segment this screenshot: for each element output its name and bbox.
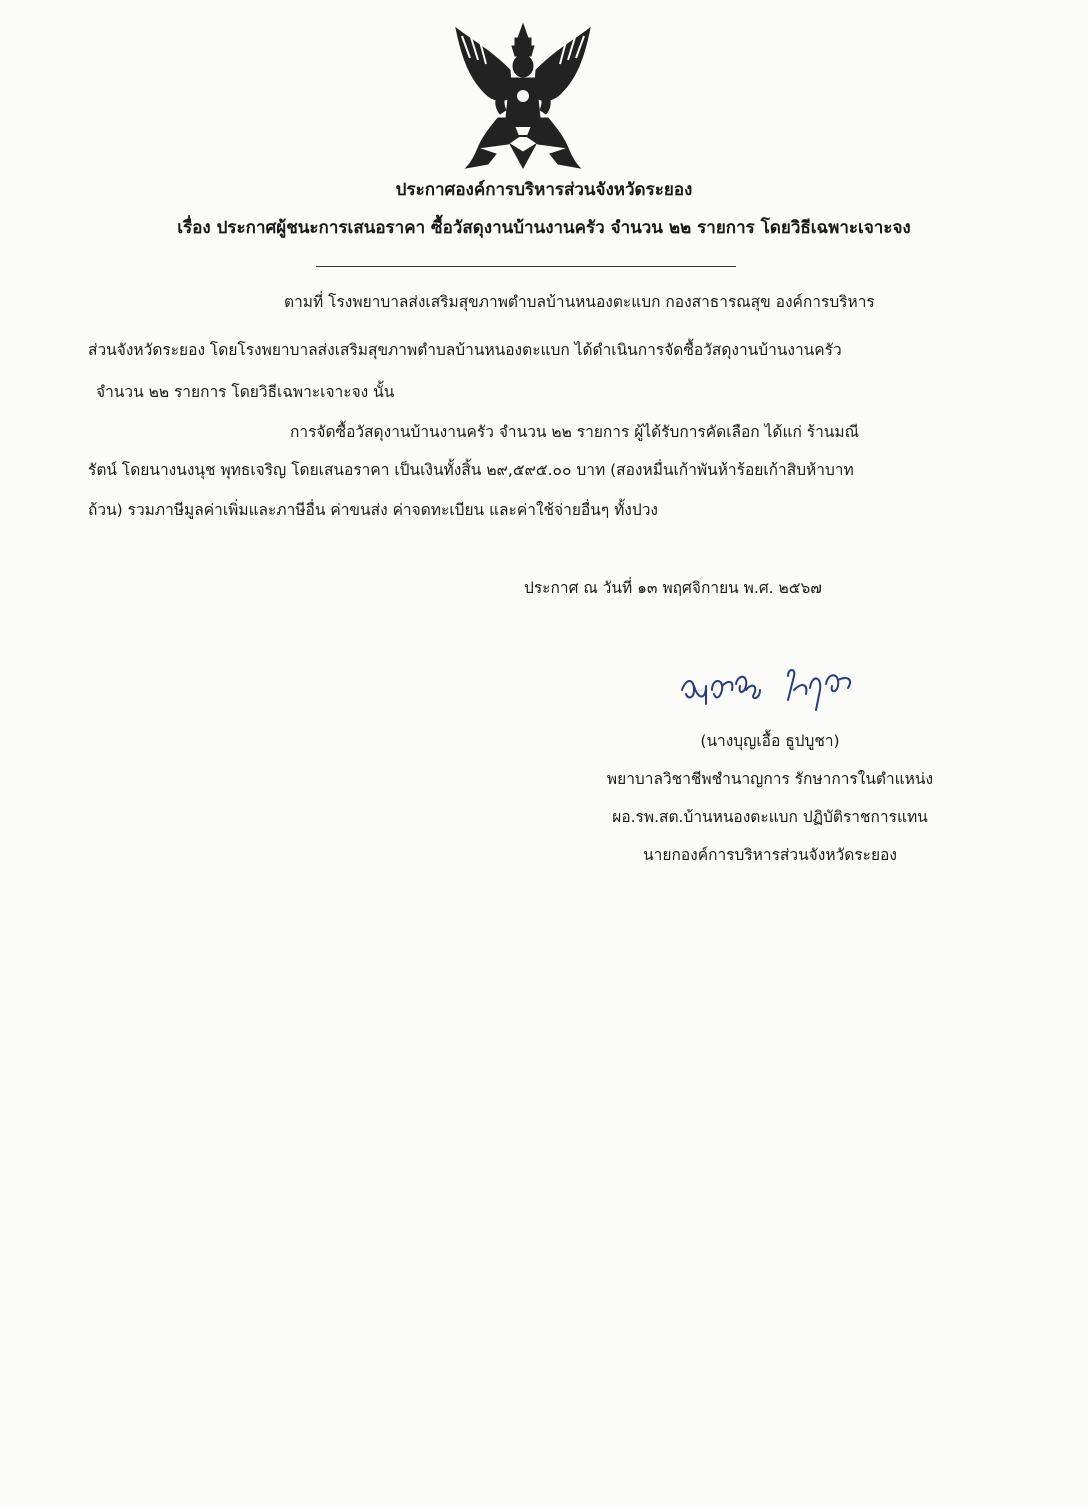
- paragraph-2-line-2: รัตน์ โดยนางนงนุช พุทธเจริญ โดยเสนอราคา เป็นเงินทั้งสิ้น ๒๙,๕๙๕.๐๐ บาท (สองหมื่นเก้าพันห้าร้อยเก้าสิบห้าบาท: [88, 461, 854, 479]
- paragraph-2-line-3: ถ้วน) รวมภาษีมูลค่าเพิ่มและภาษีอื่น ค่าขนส่ง ค่าจดทะเบียน และค่าใช้จ่ายอื่นๆ ทั้งปวง: [88, 501, 658, 519]
- signer-position-2: ผอ.รพ.สต.บ้านหนองตะแบก ปฏิบัติราชการแทน: [612, 808, 928, 826]
- garuda-emblem-icon: [448, 18, 598, 178]
- paragraph-2-line-1: การจัดซื้อวัสดุงานบ้านงานครัว จำนวน ๒๒ รายการ ผู้ได้รับการคัดเลือก ได้แก่ ร้านมณี: [290, 423, 859, 441]
- announce-date: ประกาศ ณ วันที่ ๑๓ พฤศจิกายน พ.ศ. ๒๕๖๗: [524, 579, 822, 597]
- header-divider: [316, 266, 736, 267]
- subject-heading: เรื่อง ประกาศผู้ชนะการเสนอราคา ซื้อวัสดุงานบ้านงานครัว จำนวน ๒๒ รายการ โดยวิธีเฉพาะเจาะจง: [177, 218, 911, 238]
- signer-position-1: พยาบาลวิชาชีพชำนาญการ รักษาการในตำแหน่ง: [606, 770, 934, 788]
- signer-position-3: นายกองค์การบริหารส่วนจังหวัดระยอง: [643, 846, 897, 864]
- paragraph-1-line-1: ตามที่ โรงพยาบาลส่งเสริมสุขภาพตำบลบ้านหนองตะแบก กองสาธารณสุข องค์การบริหาร: [284, 293, 875, 311]
- paragraph-1-line-3: จำนวน ๒๒ รายการ โดยวิธีเฉพาะเจาะจง นั้น: [96, 383, 395, 401]
- paragraph-1-line-2: ส่วนจังหวัดระยอง โดยโรงพยาบาลส่งเสริมสุขภาพตำบลบ้านหนองตะแบก ได้ดำเนินการจัดซื้อวัสดุงานบ้านงานครัว: [88, 341, 842, 359]
- handwritten-signature: [676, 660, 876, 712]
- signer-name: (นางบุญเอื้อ ธูปบูชา): [700, 732, 840, 750]
- signature-block: [560, 722, 980, 874]
- agency-heading: ประกาศองค์การบริหารส่วนจังหวัดระยอง: [395, 180, 693, 200]
